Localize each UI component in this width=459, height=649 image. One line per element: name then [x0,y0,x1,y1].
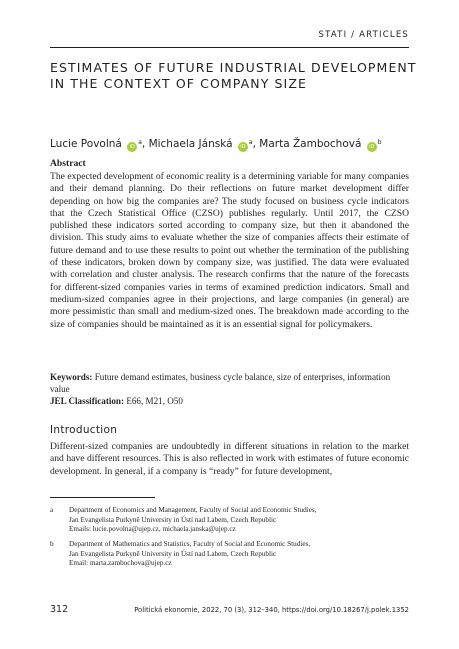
author-name: Michaela Jánská [148,138,233,150]
article-title [50,60,420,92]
affiliation-mark: a [138,139,142,146]
keywords [50,372,409,395]
footnote-line: Department of Economics and Management, Faculty of Social and Economic Studies, [69,506,317,514]
footnote-b [50,540,409,569]
jel-label: JEL Classification: [50,396,125,406]
section-label: STATI / ARTICLES [318,30,409,40]
article-title-line-1: ESTIMATES OF FUTURE INDUSTRIAL DEVELOPMENT [50,60,417,75]
journal-reference[interactable]: Politická ekonomie, 2022, 70 (3), 312–340, https://doi.org/10.18267/j.polek.1352 [134,606,409,614]
jel-codes: E66, M21, O50 [126,396,183,406]
abstract-text: The expected development of economic reality is a determining variable for many companies and their demand planning. Do their reflections on future market development differ depending on how big the companies are? The study focused on business cycle indicators that the Czech Statistical Office (CZSO) publishes regularly. Until 2017, the CZSO published these indicators sorted according to company size, but then it abandoned the division. This study aims to evaluate whether the size of companies affects their estimate of future demand and to use these results to point out whether the termination of the publishing of these indicators, broken down by company size, was justified. The data were evaluated with correlation and cluster analysis. The research confirms that the nature of the forecasts for different-sized companies varies in terms of examined prediction indicators. Small and medium-sized companies agree in their projections, and large companies (in general) are more pessimistic than small and medium-sized ones. The breakdown made according to the size of companies should be maintained as it is an essential signal for policymakers. [50,171,409,330]
author-name: Lucie Povolná [50,138,122,150]
header-rule [50,47,409,48]
footnote-emails[interactable]: Emails: lucie.povolna@ujep.cz, michaela.janska@ujep.cz [69,525,236,534]
keywords-label: Keywords: [50,372,93,382]
author-1[interactable] [50,138,149,150]
footnote-mark: a [50,506,54,514]
footnote-line: Jan Evangelista Purkyně University in Ústí nad Labem, Czech Republic [69,549,277,558]
footnote-email[interactable]: Email: marta.zambochova@ujep.cz [69,559,172,568]
author-2[interactable] [149,138,260,150]
abstract-heading: Abstract [50,158,86,169]
author-name: Marta Žambochová [259,138,362,150]
article-title-line-2: IN THE CONTEXT OF COMPANY SIZE [50,76,308,91]
keywords-text: Future demand estimates, business cycle balance, size of enterprises, information value [50,372,391,394]
orcid-icon[interactable]: iD [127,142,137,152]
orcid-icon[interactable]: iD [238,142,248,152]
introduction-heading: Introduction [50,424,118,436]
author-separator: , [141,138,149,150]
footnote-a [50,506,409,535]
footnote-line: Department of Mathematics and Statistics, Faculty of Social and Economic Studies, [69,540,311,548]
footnote-mark: b [50,540,54,548]
introduction-text: Different-sized companies are undoubtedly in different situations in relation to the market and have different resources. This is also reflected in work with estimates of future economic development. In general, if a company is “ready” for future development, [50,441,409,477]
footnote-line: Jan Evangelista Purkyně University in Ústí nad Labem, Czech Republic [69,515,277,524]
author-list [50,138,420,152]
affiliation-mark: b [377,139,382,146]
orcid-icon[interactable]: iD [367,142,377,152]
jel-classification [50,396,409,408]
footnote-rule [50,497,155,498]
author-3[interactable] [259,138,381,150]
affiliation-mark: a [248,139,253,146]
page-number: 312 [50,604,69,615]
author-separator: , [252,138,260,150]
